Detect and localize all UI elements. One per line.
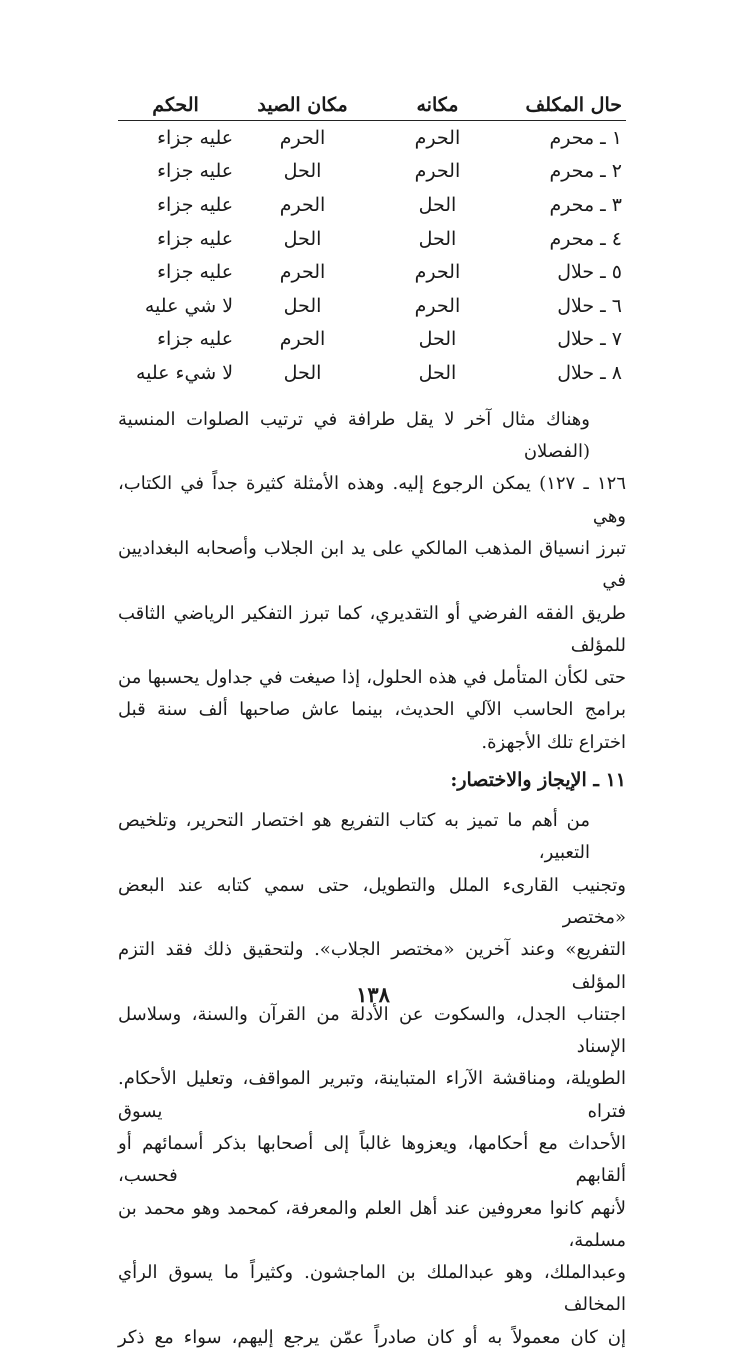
table-row bbox=[118, 356, 626, 390]
table-cell: الحرم bbox=[414, 261, 461, 284]
table-cell: لا شي عليه bbox=[144, 294, 234, 317]
header-ruling: الحكم bbox=[152, 94, 199, 116]
table-cell: عليه جزاء bbox=[157, 126, 234, 149]
ruling-table bbox=[118, 84, 626, 390]
text-line: وعبدالملك، وهو عبدالملك بن الماجشون. وكثيراً ما يسوق الرأي المخالف bbox=[118, 1262, 626, 1316]
page-number: ١٣٨ bbox=[356, 982, 390, 1007]
table-cell: الحرم bbox=[279, 328, 326, 351]
table-cell: عليه جزاء bbox=[157, 160, 234, 183]
table-cell: لا شيء عليه bbox=[135, 361, 234, 384]
text-line: وهناك مثال آخر لا يقل طرافة في ترتيب الصلوات المنسية (الفصلان bbox=[118, 408, 590, 463]
text-line: من أهم ما تميز به كتاب التفريع هو اختصار التحرير، وتلخيص التعبير، bbox=[118, 810, 590, 864]
text-line: لأنهم كانوا معروفين عند أهل العلم والمعرفة، كمحمد وهو محمد بن مسلمة، bbox=[118, 1197, 626, 1251]
text-line: طريق الفقه الفرضي أو التقديري، كما تبرز التفكير الرياضي الثاقب للمؤلف bbox=[118, 602, 626, 656]
table-row bbox=[118, 255, 626, 289]
table-cell: عليه جزاء bbox=[157, 227, 234, 250]
table-cell: الحل bbox=[283, 361, 322, 384]
table-cell: الحرم bbox=[279, 193, 326, 216]
table-cell: ٤ ـ محرم bbox=[549, 227, 622, 250]
table-cell: ١ ـ محرم bbox=[549, 126, 622, 149]
section-title: ١١ ـ الإيجاز والاختصار: bbox=[450, 769, 626, 792]
table-cell: الحل bbox=[418, 227, 457, 250]
table-cell: الحل bbox=[418, 193, 457, 216]
table-cell: عليه جزاء bbox=[157, 328, 234, 351]
text-line: اجتناب الجدل، والسكوت عن الأدلة من القرآن والسنة، وسلاسل الإسناد bbox=[118, 1003, 626, 1058]
table-row bbox=[118, 188, 626, 222]
table-cell: الحل bbox=[418, 328, 457, 351]
text-line: الأحداث مع أحكامها، ويعزوها غالباً إلى أصحابها بذكر أسمائهم أو ألقابهم فحسب، bbox=[118, 1132, 626, 1187]
header-status: حال المكلف bbox=[525, 94, 622, 116]
table-cell: الحل bbox=[283, 227, 322, 250]
paragraph-2 bbox=[118, 805, 626, 1354]
text-line: إن كان معمولاً به أو كان صادراً عمّن يرجع إليهم، سواء مع ذكر bbox=[118, 1326, 626, 1348]
table-cell: الحل bbox=[418, 361, 457, 384]
text-line: ١٢٦ ـ ١٢٧) يمكن الرجوع إليه. وهذه الأمثلة كثيرة جداً في الكتاب، وهي bbox=[118, 473, 626, 527]
table-row bbox=[118, 289, 626, 323]
table-cell: ٧ ـ حلال bbox=[557, 328, 622, 351]
text-line: الطويلة، ومناقشة الآراء المتباينة، وتبرير المواقف، وتعليل الأحكام. فتراه يسوق bbox=[118, 1068, 626, 1122]
text-line: تبرز انسياق المذهب المالكي على يد ابن الجلاب وأصحابه البغداديين في bbox=[118, 537, 626, 592]
text-line: التفريع» وعند آخرين «مختصر الجلاب». ولتحقيق ذلك فقد التزم المؤلف bbox=[118, 939, 626, 993]
table-cell: ٥ ـ حلال bbox=[557, 261, 622, 284]
header-location: مكانه bbox=[416, 94, 459, 116]
table-cell: ٦ ـ حلال bbox=[557, 294, 622, 317]
table-cell: الحل bbox=[283, 294, 322, 317]
paragraph-1 bbox=[118, 404, 626, 759]
table-row bbox=[118, 323, 626, 357]
table-cell: الحرم bbox=[414, 126, 461, 149]
table-cell: الحرم bbox=[414, 160, 461, 183]
table-cell: عليه جزاء bbox=[157, 261, 234, 284]
page-body bbox=[118, 84, 626, 1354]
table-cell: الحرم bbox=[279, 126, 326, 149]
table-row bbox=[118, 155, 626, 189]
table-cell: عليه جزاء bbox=[157, 193, 234, 216]
text-line: برامج الحاسب الآلي الحديث، بينما عاش صاحبها ألف سنة قبل اختراع تلك الأجهزة. bbox=[118, 699, 626, 753]
table-row bbox=[118, 222, 626, 256]
table-cell: ٢ ـ محرم bbox=[549, 160, 622, 183]
table-header bbox=[118, 84, 626, 121]
table-cell: ٣ ـ محرم bbox=[549, 193, 622, 216]
table-cell: الحرم bbox=[279, 261, 326, 284]
table-cell: ٨ ـ حلال bbox=[557, 361, 622, 384]
table-cell: الحل bbox=[283, 160, 322, 183]
text-line: وتجنيب القارىء الملل والتطويل، حتى سمي كتابه عند البعض «مختصر bbox=[118, 874, 626, 928]
header-hunt-location: مكان الصيد bbox=[257, 94, 348, 116]
text-line: حتى لكأن المتأمل في هذه الحلول، إذا صيغت في جداول يحسبها من bbox=[118, 667, 626, 689]
table-cell: الحرم bbox=[414, 294, 461, 317]
table-row bbox=[118, 121, 626, 155]
